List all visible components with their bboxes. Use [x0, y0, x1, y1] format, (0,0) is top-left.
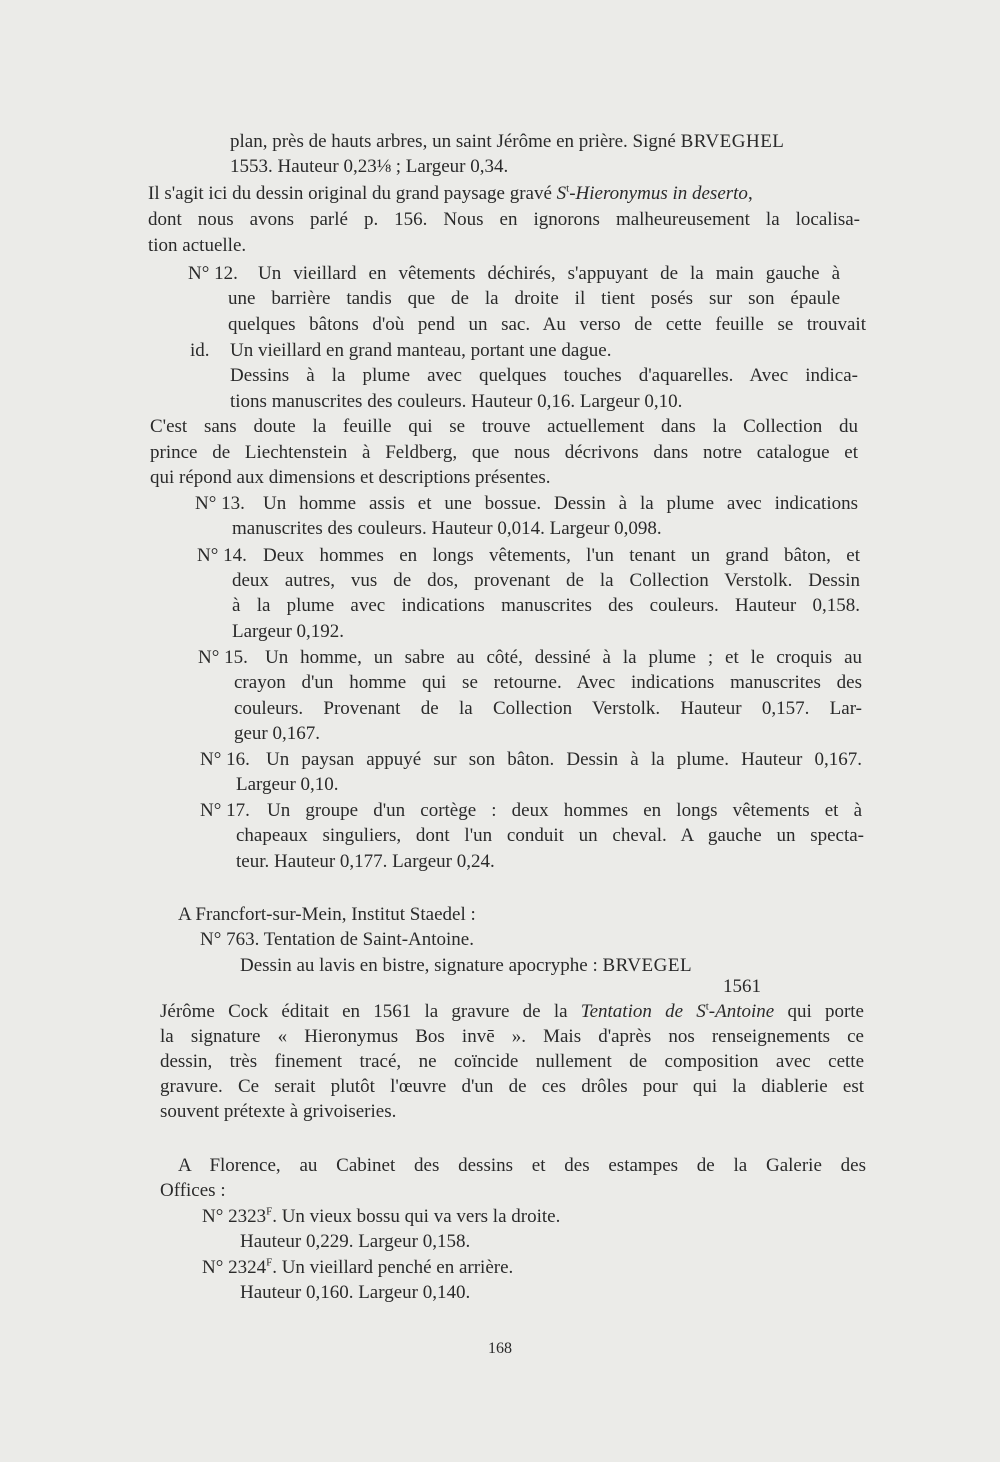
- text-line: Largeur 0,192.: [232, 621, 345, 642]
- text-line: Un homme, un sabre au côté, dessiné à la plume ; et le croquis au: [265, 647, 862, 668]
- text-line: Deux hommes en longs vêtements, l'un tenant un grand bâton, et: [263, 545, 860, 566]
- text-line: Un homme assis et une bossue. Dessin à la plume avec indications: [263, 493, 858, 514]
- text-line: Un paysan appuyé sur son bâton. Dessin à la plume. Hauteur 0,167.: [266, 749, 862, 770]
- text-line: plan, près de hauts arbres, un saint Jérôme en prière. Signé BRVEGHEL: [230, 131, 785, 152]
- text-line: deux autres, vus de dos, provenant de la Collection Verstolk. Dessin: [232, 570, 860, 591]
- text-line: 1553. Hauteur 0,23⅛ ; Largeur 0,34.: [230, 156, 509, 177]
- text-line: Un groupe d'un cortège : deux hommes en longs vêtements et à: [267, 800, 862, 821]
- entry-number: N° 17.: [200, 800, 250, 821]
- text-line: Dessin au lavis en bistre, signature apocryphe : BRVEGEL: [240, 955, 693, 976]
- text-line: N° 763. Tentation de Saint-Antoine.: [200, 929, 474, 950]
- text-line: tions manuscrites des couleurs. Hauteur 0,16. Largeur 0,10.: [230, 391, 683, 412]
- text-line: crayon d'un homme qui se retourne. Avec indications manuscrites des: [234, 672, 862, 693]
- text-line: N° $2324^F$. Un vieillard penché en arrière.: [202, 1256, 514, 1278]
- entry-number: N° 12.: [188, 263, 238, 284]
- entry-number: N° 14.: [197, 545, 247, 566]
- text-line: manuscrites des couleurs. Hauteur 0,014. Largeur 0,098.: [232, 518, 662, 539]
- entry-number: N° 15.: [198, 647, 248, 668]
- text-line: geur 0,167.: [234, 723, 321, 744]
- text-line: Hauteur 0,160. Largeur 0,140.: [240, 1282, 471, 1303]
- entry-number: N° 13.: [195, 493, 245, 514]
- text-line: dessin, très finement tracé, ne coïncide nullement de composition avec cette: [160, 1051, 864, 1072]
- text-line: Largeur 0,10.: [236, 774, 339, 795]
- text-line: souvent prétexte à grivoiseries.: [160, 1101, 397, 1122]
- text-line: tion actuelle.: [148, 235, 247, 256]
- text-line: Un vieillard en vêtements déchirés, s'appuyant de la main gauche à: [258, 263, 840, 284]
- text-line: couleurs. Provenant de la Collection Verstolk. Hauteur 0,157. Lar-: [234, 698, 862, 719]
- text-line: à la plume avec indications manuscrites des couleurs. Hauteur 0,158.: [232, 595, 860, 616]
- text-line: chapeaux singuliers, dont l'un conduit un cheval. A gauche un specta-: [236, 825, 864, 846]
- text-line: prince de Liechtenstein à Feldberg, que nous décrivons dans notre catalogue et: [150, 442, 858, 463]
- text-line: C'est sans doute la feuille qui se trouve actuellement dans la Collection du: [150, 416, 858, 437]
- section-heading: A Francfort-sur-Mein, Institut Staedel :: [178, 904, 476, 925]
- entry-number: N° 16.: [200, 749, 250, 770]
- text-line: une barrière tandis que de la droite il tient posés sur son épaule: [228, 288, 840, 309]
- entry-number: id.: [190, 340, 210, 361]
- text-line: quelques bâtons d'où pend un sac. Au verso de cette feuille se trouvait: [228, 314, 866, 335]
- text-line: gravure. Ce serait plutôt l'œuvre d'un de ces drôles pour qui la diablerie est: [160, 1076, 864, 1097]
- text-line: Offices :: [160, 1180, 226, 1201]
- signature-date: 1561: [723, 976, 761, 997]
- text-line: Jérôme Cock éditait en 1561 la gravure de la Tentation de $S^t$-Antoine qui porte: [160, 1000, 864, 1022]
- text-line: N° $2323^F$. Un vieux bossu qui va vers la droite.: [202, 1205, 561, 1227]
- text-line: qui répond aux dimensions et descriptions présentes.: [150, 467, 551, 488]
- text-line: Un vieillard en grand manteau, portant une dague.: [230, 340, 612, 361]
- text-line: teur. Hauteur 0,177. Largeur 0,24.: [236, 851, 495, 872]
- text-line: la signature « Hieronymus Bos invē ». Mais d'après nos renseignements ce: [160, 1026, 864, 1047]
- text-line: Hauteur 0,229. Largeur 0,158.: [240, 1231, 471, 1252]
- page-number: 168: [488, 1340, 512, 1357]
- section-heading: A Florence, au Cabinet des dessins et des estampes de la Galerie des: [178, 1155, 866, 1176]
- text-line: dont nous avons parlé p. 156. Nous en ignorons malheureusement la localisa-: [148, 209, 860, 230]
- text-line: Dessins à la plume avec quelques touches d'aquarelles. Avec indica-: [230, 365, 858, 386]
- text-line: Il s'agit ici du dessin original du grand paysage gravé $S^t$-Hieronymus in deserto,: [148, 182, 753, 204]
